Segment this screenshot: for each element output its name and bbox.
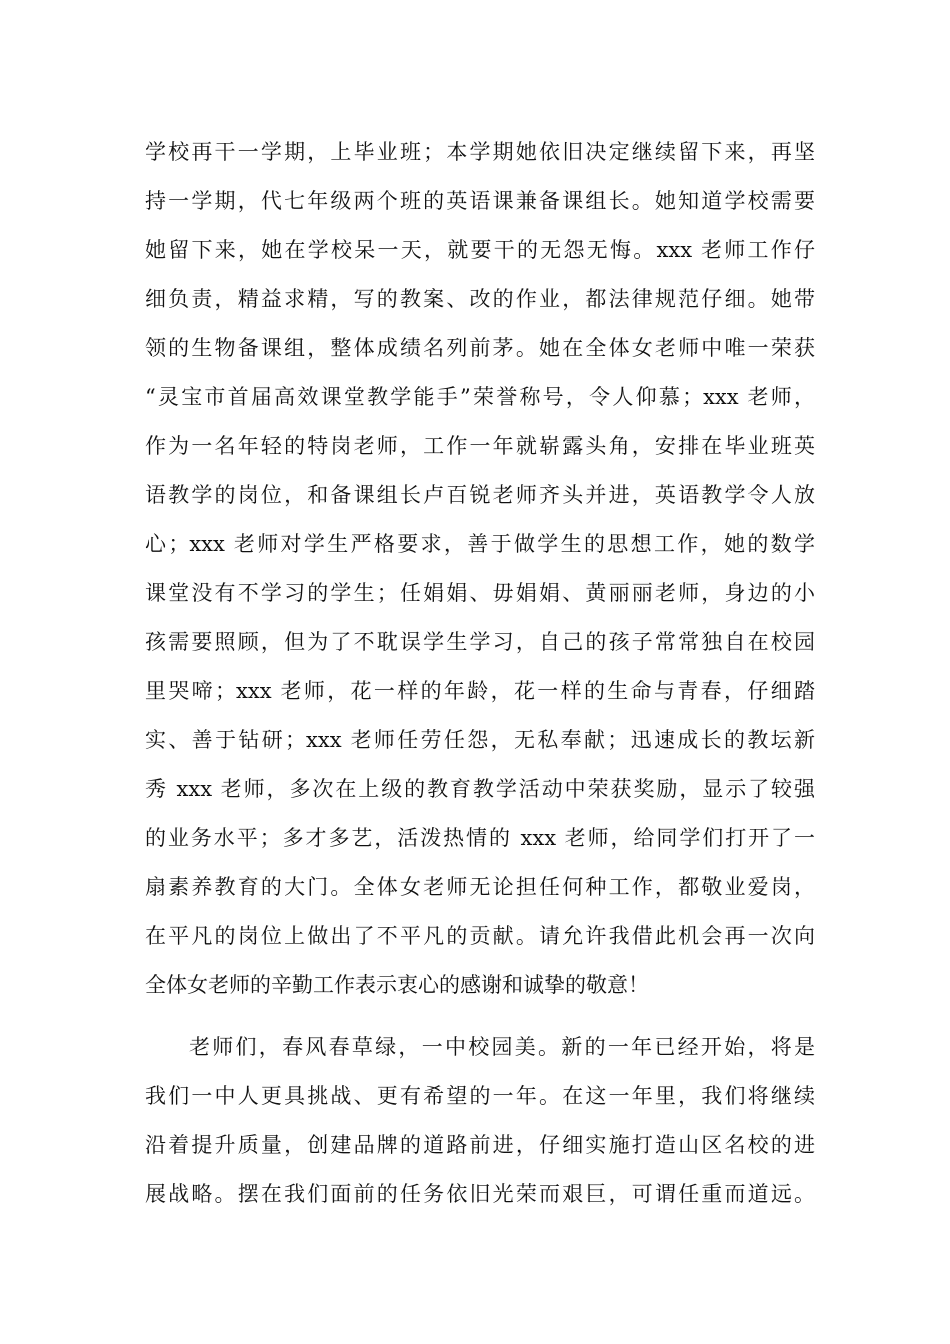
paragraph-line: 秀 xxx 老师，多次在上级的教育教学活动中荣获奖励，显示了较强	[145, 777, 815, 801]
paragraph-line: 展战略。摆在我们面前的任务依旧光荣而艰巨，可谓任重而道远。	[145, 1182, 815, 1206]
paragraph-line: 扇素养教育的大门。全体女老师无论担任何种工作，都敬业爱岗，	[145, 875, 815, 899]
paragraph-line: 领的生物备课组，整体成绩名列前茅。她在全体女老师中唯一荣获	[145, 336, 815, 360]
paragraph-line: 语教学的岗位，和备课组长卢百锐老师齐头并进，英语教学令人放	[145, 483, 815, 507]
paragraph-line: 持一学期，代七年级两个班的英语课兼备课组长。她知道学校需要	[145, 189, 815, 213]
paragraph-line: 作为一名年轻的特岗老师，工作一年就崭露头角，安排在毕业班英	[145, 434, 815, 458]
paragraph-line: 在平凡的岗位上做出了不平凡的贡献。请允许我借此机会再一次向	[145, 924, 815, 948]
paragraph-line: 我们一中人更具挑战、更有希望的一年。在这一年里，我们将继续	[145, 1084, 815, 1108]
paragraph-line: “灵宝市首届高效课堂教学能手”荣誉称号，令人仰慕；xxx 老师，	[145, 385, 815, 409]
paragraph-line: 的业务水平；多才多艺，活泼热情的 xxx 老师，给同学们打开了一	[145, 826, 815, 850]
paragraph-line: 全体女老师的辛勤工作表示衷心的感谢和诚挚的敬意！	[145, 973, 649, 997]
paragraph-line: 里哭啼；xxx 老师，花一样的年龄，花一样的生命与青春，仔细踏	[145, 679, 815, 703]
paragraph-line: 课堂没有不学习的学生；任娟娟、毋娟娟、黄丽丽老师，身边的小	[145, 581, 815, 605]
paragraph-line: 孩需要照顾，但为了不耽误学生学习，自己的孩子常常独自在校园	[145, 630, 815, 654]
paragraph-line: 细负责，精益求精，写的教案、改的作业，都法律规范仔细。她带	[145, 287, 815, 311]
paragraph-line: 她留下来，她在学校呆一天，就要干的无怨无悔。xxx 老师工作仔	[145, 238, 815, 262]
paragraph-line: 实、善于钻研；xxx 老师任劳任怨，无私奉献；迅速成长的教坛新	[145, 728, 815, 752]
paragraph-line: 学校再干一学期，上毕业班；本学期她依旧决定继续留下来，再坚	[145, 140, 815, 164]
paragraph-line: 老师们，春风春草绿，一中校园美。新的一年已经开始，将是	[189, 1035, 815, 1059]
paragraph-line: 沿着提升质量，创建品牌的道路前进，仔细实施打造山区名校的进	[145, 1133, 815, 1157]
paragraph-line: 心；xxx 老师对学生严格要求，善于做学生的思想工作，她的数学	[145, 532, 815, 556]
